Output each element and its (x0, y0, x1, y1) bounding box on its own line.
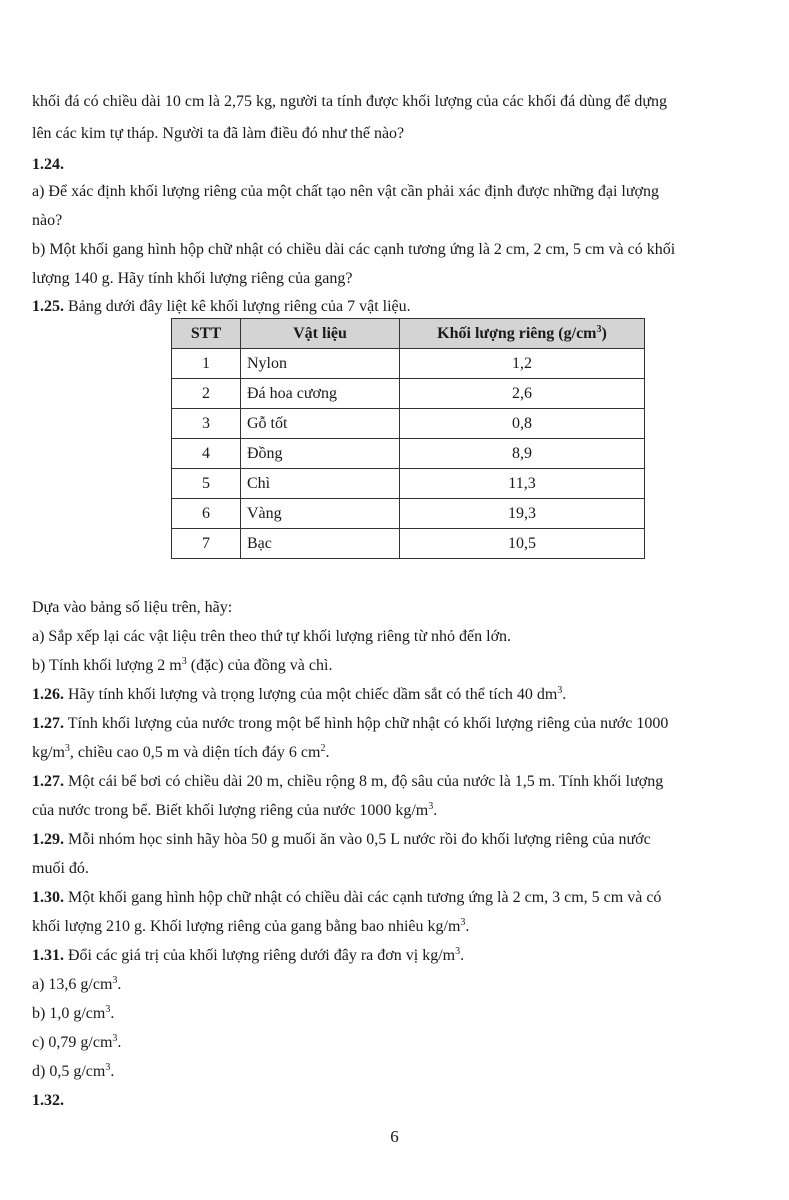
text-span: b) Tính khối lượng 2 m (32, 657, 182, 674)
table-header-row (172, 319, 645, 349)
cell-material: Đồng (241, 439, 400, 469)
text-line (32, 1062, 114, 1082)
cell-density: 19,3 (400, 499, 645, 529)
exercise-text: Hãy tính khối lượng và trọng lượng của một chiếc dầm sắt có thể tích 40 dm (64, 686, 558, 703)
text-line (32, 1004, 114, 1024)
page-number: 6 (390, 1127, 399, 1146)
text-span: . (433, 802, 438, 819)
cell-stt: 5 (172, 469, 241, 499)
text-line (32, 975, 121, 995)
table-row (172, 379, 645, 409)
superscript: 2 (320, 743, 326, 754)
text-span: . (110, 1063, 115, 1080)
text-span: . (117, 1034, 122, 1051)
text-span: khối lượng 210 g. Khối lượng riêng của gang bằng bao nhiêu kg/m (32, 918, 461, 935)
text-span: kg/m (32, 744, 65, 761)
text-line: Dựa vào bảng số liệu trên, hãy: (32, 599, 233, 616)
text-line: muối đó. (32, 860, 89, 877)
text-span: c) 0,79 g/cm (32, 1034, 113, 1051)
cell-density: 8,9 (400, 439, 645, 469)
exercise-text: Tính khối lượng của nước trong một bể hình hộp chữ nhật có khối lượng riêng của nước 1000 (64, 715, 669, 732)
exercise-1-27a (32, 714, 668, 734)
superscript: 3 (181, 656, 187, 667)
exercise-text: Một khối gang hình hộp chữ nhật có chiều dài các cạnh tương ứng là 2 cm, 3 cm, 5 cm và có (64, 889, 662, 906)
text-span: . (562, 686, 567, 703)
text-span: , chiều cao 0,5 m và diện tích đáy 6 cm (69, 744, 321, 761)
text-line: khối đá có chiều dài 10 cm là 2,75 kg, người ta tính được khối lượng của các khối đá dùng để dựng (32, 93, 668, 110)
cell-stt: 3 (172, 409, 241, 439)
text-span: . (325, 744, 330, 761)
exercise-heading-1-24: 1.24. (32, 156, 64, 173)
text-span: b) 1,0 g/cm (32, 1005, 106, 1022)
superscript: 3 (557, 685, 563, 696)
text-span: d) 0,5 g/cm (32, 1063, 106, 1080)
text-span: a) 13,6 g/cm (32, 976, 113, 993)
text-line: lên các kim tự tháp. Người ta đã làm điều đó như thế nào? (32, 125, 405, 142)
table-row (172, 439, 645, 469)
text-line (32, 917, 469, 937)
superscript: 3 (105, 1004, 111, 1015)
table-row (172, 349, 645, 379)
superscript: 3 (112, 1033, 118, 1044)
cell-stt: 4 (172, 439, 241, 469)
superscript: 3 (455, 946, 461, 957)
cell-material: Đá hoa cương (241, 379, 400, 409)
cell-stt: 7 (172, 529, 241, 559)
cell-material: Nylon (241, 349, 400, 379)
exercise-1-25-intro (32, 297, 411, 317)
exercise-1-31 (32, 946, 464, 966)
exercise-number: 1.30. (32, 889, 64, 906)
exercise-number: 1.27. (32, 715, 64, 732)
text-span: của nước trong bể. Biết khối lượng riêng của nước 1000 kg/m (32, 802, 429, 819)
table-row (172, 499, 645, 529)
text-line: lượng 140 g. Hãy tính khối lượng riêng của gang? (32, 270, 353, 287)
cell-stt: 1 (172, 349, 241, 379)
text-span: . (465, 918, 470, 935)
density-table (171, 318, 645, 559)
text-span: . (460, 947, 465, 964)
cell-density: 2,6 (400, 379, 645, 409)
cell-material: Bạc (241, 529, 400, 559)
text-line (32, 1033, 121, 1053)
superscript: 3 (64, 743, 70, 754)
exercise-number: 1.26. (32, 686, 64, 703)
superscript: 3 (428, 801, 434, 812)
cell-material: Chì (241, 469, 400, 499)
cell-material: Vàng (241, 499, 400, 529)
text-line: a) Để xác định khối lượng riêng của một chất tạo nên vật cần phải xác định được những đại lượng (32, 183, 659, 200)
exercise-1-26 (32, 685, 566, 705)
table-row (172, 469, 645, 499)
text-span: . (110, 1005, 115, 1022)
exercise-1-29 (32, 830, 651, 850)
text-line (32, 801, 437, 821)
cell-density: 0,8 (400, 409, 645, 439)
header-density-close: ) (601, 324, 607, 342)
text-span: . (117, 976, 122, 993)
superscript: 3 (460, 917, 466, 928)
superscript: 3 (112, 975, 118, 986)
exercise-number: 1.27. (32, 773, 64, 790)
superscript: 3 (105, 1062, 111, 1073)
header-density-text: Khối lượng riêng (g/cm (437, 324, 597, 342)
header-stt: STT (172, 319, 241, 349)
exercise-number: 1.25. (32, 298, 64, 315)
exercise-text: Một cái bể bơi có chiều dài 20 m, chiều rộng 8 m, độ sâu của nước là 1,5 m. Tính khối lượng (64, 773, 664, 790)
text-line: nào? (32, 212, 63, 229)
exercise-text: Đổi các giá trị của khối lượng riêng dưới đây ra đơn vị kg/m (64, 947, 456, 964)
cell-material: Gỗ tốt (241, 409, 400, 439)
cell-stt: 2 (172, 379, 241, 409)
exercise-number: 1.31. (32, 947, 64, 964)
table-row (172, 529, 645, 559)
exercise-text: Mỗi nhóm học sinh hãy hòa 50 g muối ăn vào 0,5 L nước rồi đo khối lượng riêng của nước (64, 831, 651, 848)
cell-density: 1,2 (400, 349, 645, 379)
exercise-1-27b (32, 772, 663, 792)
exercise-number: 1.29. (32, 831, 64, 848)
text-line (32, 656, 332, 676)
cell-stt: 6 (172, 499, 241, 529)
text-line (32, 743, 329, 763)
exercise-text: Bảng dưới đây liệt kê khối lượng riêng của 7 vật liệu. (64, 298, 411, 315)
cell-density: 11,3 (400, 469, 645, 499)
table-row (172, 409, 645, 439)
exercise-heading-1-32: 1.32. (32, 1092, 64, 1109)
text-line: b) Một khối gang hình hộp chữ nhật có chiều dài các cạnh tương ứng là 2 cm, 2 cm, 5 cm và có khối (32, 241, 676, 258)
header-density (400, 319, 645, 349)
text-line: a) Sắp xếp lại các vật liệu trên theo thứ tự khối lượng riêng từ nhỏ đến lớn. (32, 628, 512, 645)
exercise-1-30 (32, 888, 661, 908)
text-span: (đặc) của đồng và chì. (186, 657, 333, 674)
cell-density: 10,5 (400, 529, 645, 559)
header-material: Vật liệu (241, 319, 400, 349)
superscript: 3 (596, 323, 602, 335)
